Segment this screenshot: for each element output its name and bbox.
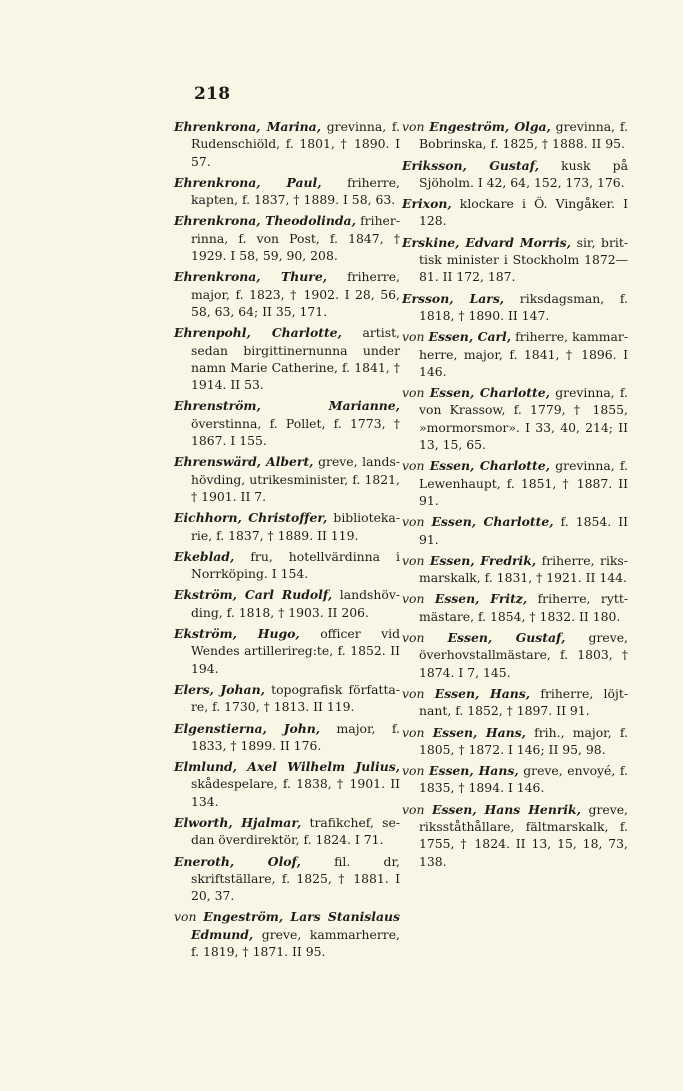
entry-name: Essen, Hans Henrik,: [432, 801, 581, 817]
entry-name: Engeström, Olga,: [429, 119, 551, 134]
entry-name: Elworth, Hjalmar,: [174, 814, 302, 830]
entry-text: bibliotekarie, f. 1837, † 1889. II 119.: [191, 510, 400, 543]
entry-prefix: von: [402, 385, 430, 401]
entry-text: friherre, riksmarskalk, f. 1831, † 1921. II 144.: [419, 552, 628, 586]
entry-name: Ekström, Hugo,: [174, 626, 300, 642]
entry-text: sir, brittisk minister i Stockholm 1872—81. II 172, 187.: [419, 234, 629, 285]
entry-text: kusk på Sjöholm. I 42, 64, 152, 173, 176.: [419, 157, 628, 190]
entry-text: frih., major, f. 1805, † 1872. I 146; II 95, 98.: [419, 724, 628, 757]
entry-name: Essen, Carl,: [428, 329, 512, 345]
entry-text: friherre, major, f. 1823, † 1902. I 28, 56, 58, 63, 64; II 35, 171.: [191, 269, 400, 319]
entry-text: riksdagsman, f. 1818, † 1890. II 147.: [419, 290, 628, 323]
index-entry: [402, 384, 628, 453]
index-entry: [174, 397, 400, 449]
entry-name: Essen, Hans,: [432, 724, 526, 740]
entry-text: f. 1854. II 91.: [419, 514, 628, 547]
entry-name: Eneroth, Olof,: [174, 853, 301, 869]
index-entry: [402, 118, 628, 153]
entry-name: Essen, Charlotte,: [429, 385, 550, 401]
entry-name: Ersson, Lars,: [402, 290, 505, 306]
entry-text: greve, överhovstallmästare, f. 1803, † 1874. I 7, 145.: [419, 630, 628, 680]
index-entry: [402, 762, 628, 797]
index-entry: [174, 586, 400, 621]
entry-text: trafikchef, sedan överdirektör, f. 1824. I 71.: [191, 814, 400, 848]
entry-text: grevinna, f. von Krassow, f. 1779, † 1855, »mormorsmor». I 33, 40, 214; II 13, 15, 65.: [419, 385, 628, 453]
index-entry: [174, 814, 400, 849]
index-entry: [402, 457, 628, 509]
entry-text: friherre, kapten, f. 1837, † 1889. I 58, 63.: [191, 174, 400, 208]
entry-name: Ekeblad,: [174, 548, 235, 564]
index-entry: [174, 268, 400, 320]
entry-prefix: von: [402, 329, 429, 345]
index-column-right: [402, 118, 628, 874]
index-entry: [402, 685, 628, 720]
entry-prefix: von: [402, 514, 432, 530]
entry-text: fru, hotellvärdinna i Norrköping. I 154.: [191, 548, 400, 582]
entry-name: Ekström, Carl Rudolf,: [174, 587, 333, 603]
entry-name: Erskine, Edvard Morris,: [402, 234, 571, 250]
index-entry: [174, 118, 400, 170]
index-entry: [174, 758, 400, 810]
page-number: 218: [194, 84, 231, 104]
entry-name: Ehrenkrona, Paul,: [174, 174, 322, 190]
entry-text: grevinna, f. Rudenschiöld, f. 1801, † 1890. I 57.: [191, 119, 400, 169]
index-entry: [402, 195, 628, 230]
index-entry: [174, 509, 400, 544]
entry-name: Elers, Johan,: [174, 681, 265, 697]
entry-name: Ehrenkrona, Marina,: [174, 119, 322, 134]
index-entry: [174, 453, 400, 505]
index-entry: [174, 853, 400, 905]
entry-name: Engeström, Lars Stanislaus Edmund,: [191, 909, 400, 942]
index-entry: [402, 157, 628, 192]
entry-name: Ehrenkrona, Thure,: [174, 269, 328, 285]
entry-name: Elgenstierna, John,: [174, 720, 321, 736]
entry-name: Essen, Charlotte,: [431, 514, 554, 530]
entry-text: grevinna, f. Bobrinska, f. 1825, † 1888. II 95.: [419, 119, 628, 152]
entry-prefix: von: [402, 685, 435, 701]
index-entry: [402, 724, 628, 759]
index-entry: [174, 548, 400, 583]
index-column-left: [174, 118, 400, 964]
entry-name: Essen, Hans,: [434, 685, 531, 701]
entry-text: klockare i Ö. Vingåker. I 128.: [419, 196, 628, 229]
entry-name: Essen, Fritz,: [434, 591, 528, 607]
entry-prefix: von: [402, 801, 433, 817]
entry-prefix: von: [402, 552, 430, 568]
entry-name: Ehrenpohl, Charlotte,: [174, 325, 342, 341]
index-entry: [174, 625, 400, 677]
index-entry: [174, 212, 400, 264]
index-entry: [402, 590, 628, 625]
index-entry: [174, 324, 400, 393]
entry-text: friherre, kammarherre, major, f. 1841, † 1896. I 146.: [419, 329, 628, 379]
entry-name: Essen, Charlotte,: [429, 458, 550, 474]
entry-text: friherre, löjtnant, f. 1852, † 1897. II 91.: [419, 685, 628, 719]
entry-text: överstinna, f. Pollet, f. 1773, † 1867. I 155.: [191, 415, 400, 449]
index-entry: [402, 801, 628, 870]
index-entry: [174, 720, 400, 755]
entry-text: fil. dr, skriftställare, f. 1825, † 1881. I 20, 37.: [191, 853, 400, 904]
entry-text: landshövding, f. 1818, † 1903. II 206.: [191, 587, 401, 620]
index-entry: [174, 908, 400, 960]
entry-name: Ehrenkrona, Theodolinda,: [174, 213, 356, 229]
entry-text: greve, envoyé, f. 1835, † 1894. I 146.: [419, 763, 628, 796]
entry-prefix: von: [402, 458, 430, 474]
entry-text: topografisk författare, f. 1730, † 1813. II 119.: [191, 681, 400, 715]
entry-prefix: von: [402, 724, 433, 740]
entry-prefix: von: [402, 591, 435, 607]
entry-text: greve, kammarherre, f. 1819, † 1871. II 95.: [191, 926, 400, 960]
entry-prefix: von: [402, 119, 430, 134]
index-entry: [402, 290, 628, 325]
index-entry: [402, 552, 628, 587]
index-entry: [402, 328, 628, 380]
entry-name: Elmlund, Axel Wilhelm Julius,: [174, 759, 400, 775]
entry-text: officer vid Wendes artillerireg:te, f. 1852. II 194.: [191, 626, 400, 676]
entry-text: skådespelare, f. 1838, † 1901. II 134.: [191, 776, 400, 809]
entry-text: greve, landshövding, utrikesminister, f. 1821, † 1901. II 7.: [191, 454, 400, 504]
entry-text: friherrinna, f. von Post, f. 1847, † 1929. I 58, 59, 90, 208.: [191, 213, 400, 264]
index-entry: [402, 234, 628, 286]
entry-prefix: von: [174, 909, 204, 925]
entry-text: artist, sedan birgittinernunna under namn Marie Catherine, f. 1841, † 1914. II 53.: [191, 325, 400, 393]
entry-name: Eriksson, Gustaf,: [402, 157, 540, 173]
entry-text: greve, riksståthållare, fältmarskalk, f. 1755, † 1824. II 13, 15, 18, 73, 138.: [419, 801, 628, 869]
entry-text: grevinna, f. Lewenhaupt, f. 1851, † 1887. II 91.: [419, 458, 628, 508]
entry-prefix: von: [402, 763, 430, 779]
entry-prefix: von: [402, 630, 448, 646]
index-entry: [174, 174, 400, 209]
entry-name: Essen, Fredrik,: [429, 552, 537, 568]
index-entry: [402, 513, 628, 548]
entry-name: Erixon,: [402, 196, 452, 212]
entry-text: major, f. 1833, † 1899. II 176.: [191, 720, 400, 753]
entry-name: Ehrenström, Marianne,: [174, 398, 400, 414]
index-entry: [174, 681, 400, 716]
entry-name: Ehrenswärd, Albert,: [174, 454, 314, 470]
index-entry: [402, 629, 628, 681]
entry-name: Essen, Gustaf,: [447, 630, 566, 646]
entry-name: Essen, Hans,: [429, 763, 519, 779]
entry-name: Eichhorn, Christoffer,: [174, 510, 328, 526]
entry-text: friherre, ryttmästare, f. 1854, † 1832. II 180.: [419, 591, 628, 624]
